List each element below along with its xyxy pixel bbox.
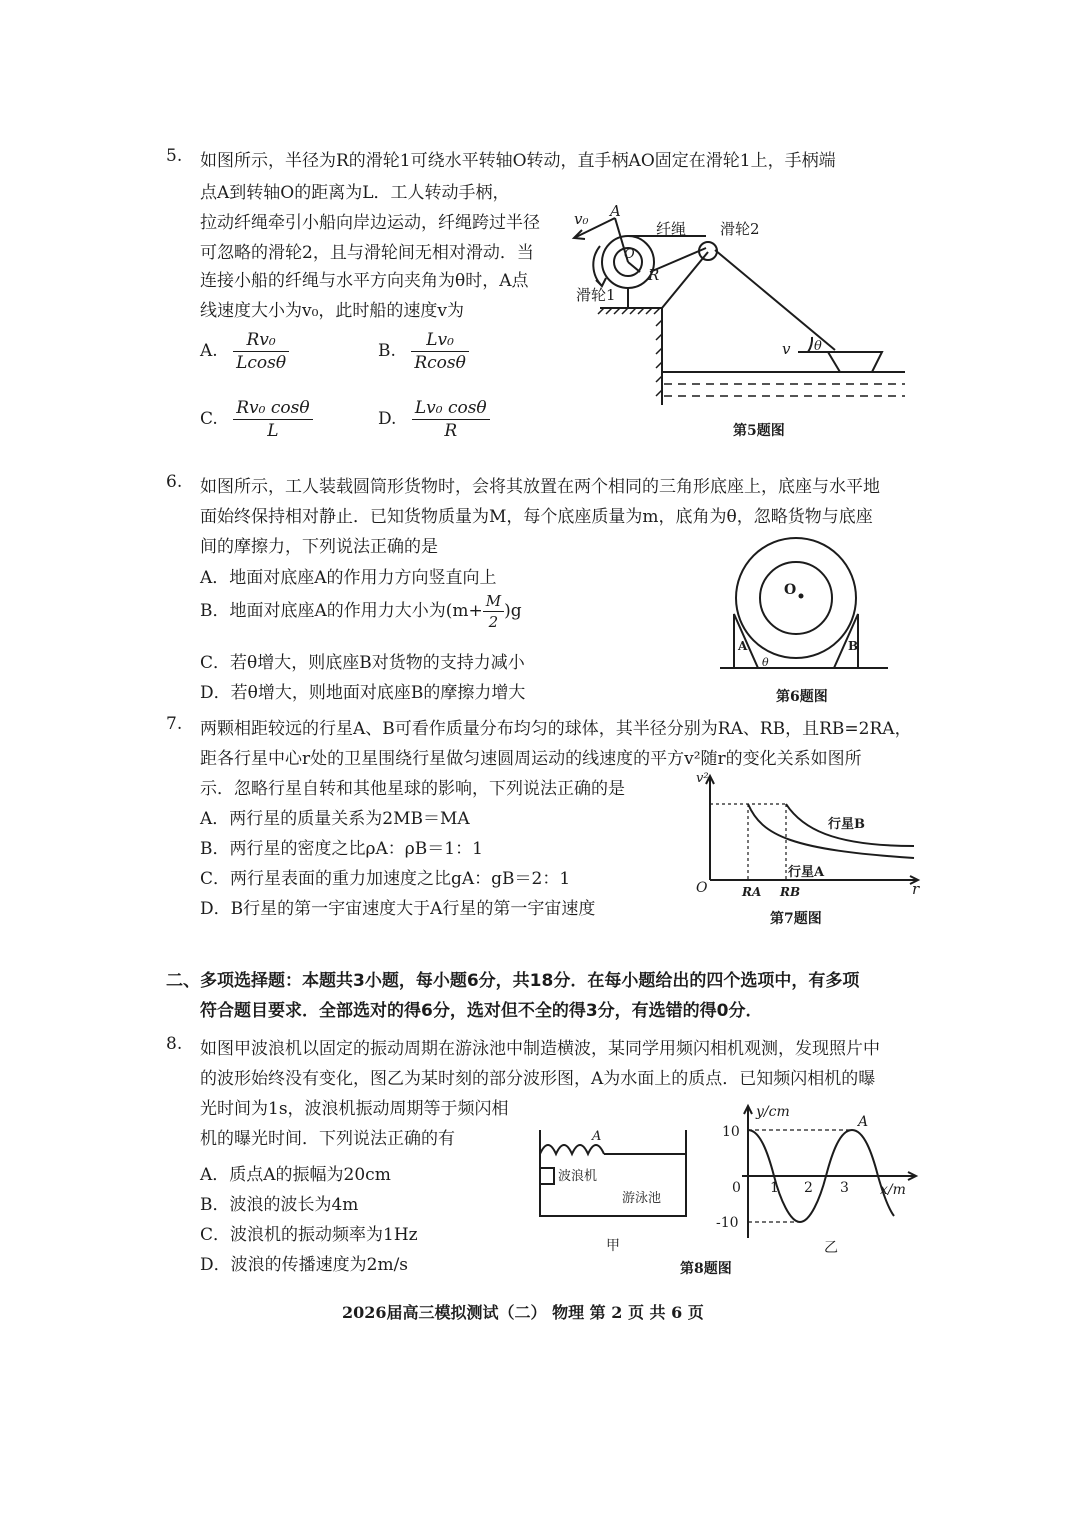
fig5-theta: θ [814, 339, 822, 354]
q8-number: 8. [166, 1034, 183, 1054]
q7-option-a: A．两行星的质量关系为2MB＝MA [200, 809, 470, 829]
fig8-jia-a: A [592, 1129, 602, 1144]
q5-option-a-label: A. [200, 341, 218, 361]
q8-figure-yi [712, 1098, 926, 1258]
q5-option-c-fraction [233, 398, 312, 441]
q5-line4: 可忽略的滑轮2，且与滑轮间无相对滑动．当 [200, 243, 534, 263]
q6-line3: 间的摩擦力，下列说法正确的是 [200, 537, 438, 557]
fig7-planet-a: 行星A [788, 865, 825, 880]
fig8-pool: 游泳池 [622, 1191, 662, 1206]
q6-number: 6. [166, 472, 183, 492]
fig8-yi-label: 乙 [824, 1240, 838, 1256]
wave-machine [540, 1168, 554, 1184]
fig8-x2: 2 [804, 1180, 813, 1196]
q5-option-b-numerator: Lv₀ [426, 330, 454, 350]
q5-figure [560, 200, 920, 450]
q5-option-b [378, 330, 469, 373]
center-dot [799, 594, 804, 599]
q8-caption: 第8题图 [680, 1261, 732, 1277]
q6-line1: 如图所示，工人装载圆筒形货物时，会将其放置在两个相同的三角形底座上，底座与水平地 [200, 477, 880, 497]
cargo-outer [736, 538, 859, 658]
q6-option-c: C．若θ增大，则底座B对货物的支持力减小 [200, 653, 525, 673]
fig5-pulley1: 滑轮1 [576, 286, 616, 304]
fig8-xlabel: x/m [880, 1182, 906, 1198]
q5-option-d-label: D. [378, 409, 397, 429]
q5-option-d-fraction [412, 398, 490, 441]
q7-caption: 第7题图 [770, 911, 822, 927]
q6-caption: 第6题图 [776, 689, 828, 705]
q5-line2: 点A到转轴O的距离为L．工人转动手柄， [200, 183, 510, 203]
q7-option-d: D．B行星的第一宇宙速度大于A行星的第一宇宙速度 [200, 899, 596, 919]
fig6-a: A [738, 639, 748, 653]
q5-option-c-numerator: Rv₀ cosθ [236, 398, 310, 418]
fig7-ra: RA [742, 885, 762, 899]
q5-line5: 连接小船的纤绳与水平方向夹角为θ时，A点 [200, 271, 529, 291]
q7-figure [692, 770, 928, 900]
q7-number: 7. [166, 714, 183, 734]
fig8-x3: 3 [840, 1180, 849, 1196]
pulley2 [699, 242, 717, 260]
fig7-rb: RB [780, 885, 801, 899]
q5-line1: 如图所示，半径为R的滑轮1可绕水平转轴O转动，直手柄AO固定在滑轮1上，手柄端 [200, 151, 836, 171]
fig8-yi-a: A [858, 1114, 869, 1130]
q5-caption: 第5题图 [733, 423, 785, 439]
q5-option-a-fraction [233, 330, 289, 373]
fig7-xlabel: r [912, 880, 920, 898]
q5-option-c-label: C. [200, 409, 218, 429]
q6-option-b-num: M [485, 592, 502, 610]
q6-option-b-post: )g [504, 601, 522, 621]
fig8-x1: 1 [770, 1180, 779, 1196]
q6-option-a: A．地面对底座A的作用力方向竖直向上 [200, 568, 497, 588]
q5-option-a-denominator: Lcosθ [233, 351, 289, 373]
q6-option-d: D．若θ增大，则地面对底座B的摩擦力增大 [200, 683, 526, 703]
q7-line3: 示．忽略行星自转和其他星球的影响，下列说法正确的是 [200, 779, 625, 799]
fig6-o: O [784, 582, 797, 598]
fig8-machine: 波浪机 [558, 1169, 598, 1184]
q6-figure [710, 536, 900, 682]
q5-option-a-numerator: Rv₀ [246, 330, 276, 350]
q8-line2: 的波形始终没有变化，图乙为某时刻的部分波形图，A为水面上的质点．已知频闪相机的曝 [200, 1069, 876, 1089]
q8-option-d: D．波浪的传播速度为2m/s [200, 1255, 409, 1275]
wave-surface [540, 1145, 604, 1154]
q8-line3: 光时间为1s，波浪机振动周期等于频闪相 [200, 1099, 509, 1119]
q6-line2: 面始终保持相对静止．已知货物质量为M，每个底座质量为m，底角为θ，忽略货物与底座 [200, 507, 873, 527]
q5-line6: 线速度大小为v₀，此时船的速度v为 [200, 301, 465, 321]
fig7-origin: O [696, 880, 708, 896]
q8-option-b: B．波浪的波长为4m [200, 1195, 359, 1215]
fig5-v0: v₀ [574, 210, 589, 228]
q7-option-c: C．两行星表面的重力加速度之比gA：gB＝2：1 [200, 869, 571, 889]
q5-option-b-denominator: Rcosθ [411, 351, 469, 373]
q8-option-c: C．波浪机的振动频率为1Hz [200, 1225, 418, 1245]
q8-option-a: A．质点A的振幅为20cm [200, 1165, 391, 1185]
boat [828, 352, 882, 372]
fig8-jia-label: 甲 [606, 1238, 620, 1254]
q7-line1: 两颗相距较远的行星A、B可看作质量分布均匀的球体，其半径分别为RA、RB，且RB=2RA， [200, 719, 912, 739]
q5-option-d [378, 398, 490, 441]
rotation-arrow [593, 246, 602, 286]
fig5-r: R [648, 266, 660, 284]
fig6-theta: θ [762, 656, 769, 669]
fig5-v: v [782, 340, 791, 358]
q5-option-c [200, 398, 313, 441]
q5-number: 5. [166, 146, 183, 166]
fig5-o: O [624, 247, 635, 262]
q5-option-b-fraction [411, 330, 469, 373]
q6-option-b [200, 592, 522, 631]
fig8-origin: 0 [732, 1180, 741, 1196]
fig5-pulley2: 滑轮2 [720, 220, 760, 238]
fig7-ylabel: v² [696, 771, 709, 786]
q5-option-c-denominator: L [233, 419, 312, 441]
section2-line2: 符合题目要求．全部选对的得6分，选对但不全的得3分，有选错的得0分． [200, 1001, 763, 1021]
fig6-b: B [848, 639, 859, 653]
q5-option-b-label: B. [378, 341, 396, 361]
q7-option-b: B．两行星的密度之比ρA：ρB＝1：1 [200, 839, 483, 859]
fig8-ylabel: y/cm [756, 1104, 790, 1120]
radius-line [628, 262, 640, 272]
cargo-inner [760, 562, 832, 634]
theta-arc [808, 337, 812, 352]
fig8-yneg10: -10 [716, 1215, 739, 1231]
q7-line2: 距各行星中心r处的卫星围绕行星做匀速圆周运动的线速度的平方v²随r的变化关系如图所 [200, 749, 862, 769]
q6-option-b-fraction [483, 592, 504, 631]
q6-option-b-den: 2 [483, 611, 504, 631]
fig5-rope: 纤绳 [656, 220, 687, 238]
fig8-y10: 10 [722, 1124, 740, 1140]
q5-line3: 拉动纤绳牵引小船向岸边运动，纤绳跨过半径 [200, 213, 540, 233]
pulley2-strut [662, 252, 708, 308]
q8-figure-jia [534, 1122, 694, 1256]
section2-line1: 二、多项选择题：本题共3小题，每小题6分，共18分．在每小题给出的四个选项中，有多项 [166, 971, 860, 991]
fig7-planet-b: 行星B [828, 817, 865, 832]
page-footer: 2026届高三模拟测试（二） 物理 第 2 页 共 6 页 [342, 1303, 704, 1322]
fig5-a: A [610, 202, 621, 220]
q8-line1: 如图甲波浪机以固定的振动周期在游泳池中制造横波，某同学用频闪相机观测，发现照片中 [200, 1039, 880, 1059]
q5-option-d-denominator: R [412, 419, 490, 441]
q6-option-b-pre: B．地面对底座A的作用力大小为(m+ [200, 601, 483, 621]
q5-option-a [200, 330, 289, 373]
rope-to-boat [715, 250, 835, 350]
q5-option-d-numerator: Lv₀ cosθ [414, 398, 487, 418]
q8-line4: 机的曝光时间．下列说法正确的有 [200, 1129, 455, 1149]
